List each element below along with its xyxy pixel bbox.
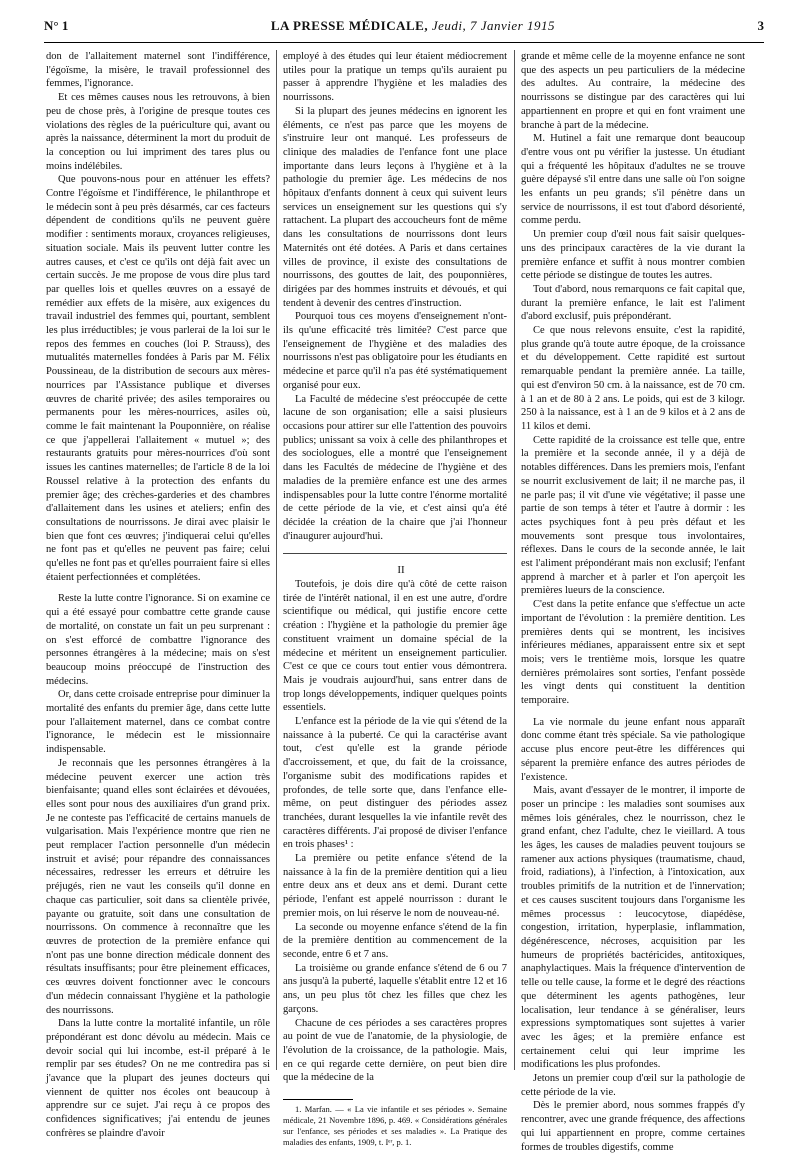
paragraph: Dès le premier abord, nous sommes frappés d'y rencontrer, avec une grande fréquence, des affections qui lui appartiennent en propre, comme certaines formes de troubles digestifs, comme: [521, 1100, 745, 1153]
paragraph: La première ou petite enfance s'étend de la naissance à la fin de la première dentition qui a lieu entre deux ans et deux ans et demi. Durant cette période, l'enfant est appelé nourrisson : durant le premier mois, on lui réserve le nom de nouveau-né.: [283, 853, 507, 919]
paragraph: Et ces mêmes causes nous les retrouvons, à bien peu de chose près, à l'origine de presque toutes ces violations des règles de la puériculture qui, avant ou après la naissance, déterminent la mort du produit de la conception ou lui impriment des tares plus ou moins indélébiles.: [46, 92, 270, 172]
paragraph: La Faculté de médecine s'est préoccupée de cette lacune de son organisation; elle a saisi plusieurs occasions pour attirer sur elle l'attention des pouvoirs publics; unissant sa voix à celle des philanthropes et des sociologues, elle a montré que l'enseignement dans les Facultés de médecine de l'hygiène et des maladies de la première enfance est une des armes indispensables pour la lutte contre l'énorme mortalité de cette période de la vie, et c'est ainsi qu'a été décidée la création de la chaire que j'ai l'honneur d'inaugurer aujourd'hui.: [283, 393, 507, 542]
paragraph: grande et même celle de la moyenne enfance ne sont que des aspects un peu particuliers de la médecine des adultes. Au contraire, la médecine des nourrissons se distingue par des caractères qui lui appartiennent en propre et qui en font vraiment une branche à part de la médecine.: [521, 51, 745, 131]
column-1: [46, 50, 270, 1139]
paragraph: M. Hutinel a fait une remarque dont beaucoup d'entre vous ont pu vérifier la justesse. Un étudiant qui a fréquenté les hôpitaux d'adultes ne se trouve guère dépaysé s'il entre dans une salle où l'on soigne les enfants un peu grands; s'il pénètre dans un service de nourrissons, il est tout d'abord désorienté, comme perdu.: [521, 133, 745, 227]
paragraph: Reste la lutte contre l'ignorance. Si on examine ce qui a été essayé pour combattre cette grande cause de mortalité, on constate un fait un peu surprenant : on s'est efforcé de combattre l'ignorance des personnes étrangères à la médecine; mais on s'est beaucoup moins préoccupé de l'instruction des médecins.: [46, 593, 270, 687]
journal-title: LA PRESSE MÉDICALE,: [270, 18, 429, 33]
paragraph: Pourquoi tous ces moyens d'enseignement n'ont-ils qu'une efficacité très limitée? C'est parce que l'enseignement de l'hygiène et des maladies des nourrissons n'est pas obligatoire pour les étudiants en médecine et parce qu'il n'a pas été systématiquement organisé pour eux.: [283, 311, 507, 391]
footnote-rule: [283, 1099, 353, 1100]
paragraph: La seconde ou moyenne enfance s'étend de la fin de la première dentition au commencement de la seconde, entre 6 et 7 ans.: [283, 921, 507, 960]
paragraph: Tout d'abord, nous remarquons ce fait capital que, durant la première enfance, le lait est l'aliment d'abord exclusif, puis prépondérant.: [521, 283, 745, 323]
footnote: 1. Marfan. — « La vie infantile et ses périodes ». Semaine médicale, 21 Novembre 1896, p. 469. « Considérations générales sur l'enfance, ses périodes et ses maladies ». La Pratique des maladies des enfants, 1909, t. Iᵉʳ, p. 1.: [283, 1104, 507, 1148]
paragraph: Je reconnais que les personnes étrangères à la médecine peuvent exercer une action très bienfaisante; quand elles sont éclairées et dévouées, elles sont pour nous des auxiliaires d'un grand prix. Je ne conteste pas l'efficacité de certains manuels de vulgarisation. Mais l'expérience montre que rien ne peut remplacer l'action personnelle d'un médecin instruit et avisé; pour répandre des connaissances nécessaires, redresser les erreurs et détruire les préjugés, rien ne vaut les conseils qu'il donne en chaque cas particulier, soit dans sa clientèle privée, payante ou gratuite, soit dans une consultation de nourrissons. On commence à reconnaître que les œuvres de protection de la première enfance qui n'ont pas une bonne direction médicale donnent des résultats insuffisants; pour être pleinement efficaces, ces œuvres doivent fonctionner avec le concours d'un médecin connaissant l'hygiène et la pathologie des nourrissons.: [46, 757, 270, 1016]
section-heading: II: [397, 564, 405, 577]
paragraph: Si la plupart des jeunes médecins en ignorent les éléments, ce n'est pas parce que les moyens de s'instruire leur ont manqué. Les professeurs de clinique des maladies de l'enfance font une place importante dans leurs leçons à l'hygiène et à la pathologie du premier âge. Les médecins de nos hôpitaux d'enfants donnent à ceux qui suivent leurs services un enseignement sur les questions qui s'y rattachent. La plupart des accoucheurs font de même dans les consultations de nourrissons dont leurs Maternités ont été dotées. A Paris et dans certaines villes de province, il existe des consultations de nourrissons, des gouttes de lait, des pouponnières, dirigées par des hommes instruits et dévoués, et qui tendent à devenir des centres d'instruction.: [283, 105, 507, 309]
paragraph: Chacune de ces périodes a ses caractères propres au point de vue de l'anatomie, de la physiologie, de l'évolution de la croissance, de la pathologie. Mais, en ce qui regarde cette dernière, on peut bien dire que la médecine de la: [283, 1017, 507, 1084]
paragraph: Cette rapidité de la croissance est telle que, entre la première et la seconde année, il y a déjà de notables différences. Dans les premiers mois, l'enfant se nourrit exclusivement de lait; il ne marche pas, il ne parle pas; il vit d'une vie végétative; il passe une partie de son temps à téter et l'autre à dormir : les actes psychiques font à peu près défaut et les mouvements sont presque tous involontaires, réflexes. Dans le cours de la seconde année, le lait est l'aliment prépondérant mais non exclusif; l'enfant apprend à marcher et à parler et l'on aperçoit les premières lueurs de la conscience.: [521, 434, 745, 597]
issue-date: Jeudi, 7 Janvier 1915: [431, 18, 555, 33]
paragraph: Or, dans cette croisade entreprise pour diminuer la mortalité des enfants du premier âge, dans cette lutte pour l'allaitement maternel, dans ce combat contre l'ignorance, le médecin est le missionnaire indispensable.: [46, 689, 270, 756]
paragraph: don de l'allaitement maternel sont l'indifférence, l'égoïsme, la misère, le travail professionnel des femmes, l'ignorance.: [46, 51, 270, 90]
paragraph: La troisième ou grande enfance s'étend de 6 ou 7 ans jusqu'à la puberté, laquelle s'établit entre 12 et 16 ans, un peu plus tôt chez les filles que chez les garçons.: [283, 962, 507, 1015]
page-number: 3: [757, 18, 764, 33]
column-divider: [514, 50, 515, 1070]
header-rule: [44, 42, 764, 43]
paragraph: employé à des études qui leur étaient médiocrement utiles pour la pratique un temps qu'ils auraient pu passer à apprendre l'hygiène et les maladies des nourrissons.: [283, 51, 507, 104]
section-divider: [283, 553, 507, 554]
paragraph: Mais, avant d'essayer de le montrer, il importe de poser un principe : les maladies sont soumises aux mêmes lois générales, chez le nourrisson, chez le grand enfant, chez l'adulte, chez le vieillard. A tous les âges, les causes de maladies peuvent toujours se ramener aux actions physiques (traumatisme, chaud, froid, radiations), à l'infection, à l'intoxication, aux troubles primitifs de la nutrition et de l'innervation; et ces causes suscitent toujours dans l'organisme les mêmes processus : leucocytose, diapédèse, congestion, irritation, hyperplasie, inflammation, dégénérescence, nécroses, acquisition par les humeurs de propriétés bactéricides, antitoxiques, anaphylactiques. Mais la fréquence d'intervention de telle ou telle cause, la forme et le degré des réactions que déterminent les agents pathogènes, leur localisation, leur tendance à se généraliser, leurs expressions symptomatiques sont sujettes à varier avec les âges; et la première enfance est certainement celui qui leur imprime les modifications les plus profondes.: [521, 785, 745, 1071]
issue-number: N° 1: [44, 18, 69, 33]
paragraph: C'est dans la petite enfance que s'effectue un acte important de l'évolution : la première dentition. Les premières dents qui se montrent, les incisives inférieures médianes, apparaissent entre six et sept mois; vers le trentième mois, lorsque les quatre dernières prémolaires sont sorties, l'enfant possède les vingt dents qui constituent la dentition temporaire.: [521, 599, 745, 707]
masthead: [271, 18, 555, 34]
column-divider: [276, 50, 277, 1070]
paragraph: Jetons un premier coup d'œil sur la pathologie de cette période de la vie.: [521, 1073, 745, 1098]
column-3: [521, 50, 745, 1153]
page-header: [44, 18, 764, 38]
column-2: [283, 50, 507, 1148]
paragraph: Toutefois, je dois dire qu'à côté de cette raison tirée de l'intérêt national, il en est une autre, d'ordre scientifique ou médical, qui justifie encore cette création : l'hygiène et la pathologie du premier âge constituent vraiment un domaine spécial de la médecine et méritent un enseignement particulier. C'est ce que ce cours tout entier vous démontrera. Mais je voudrais aujourd'hui, sans entrer dans de trop longs développements, indiquer quelques points essentiels.: [283, 579, 507, 714]
paragraph: Dans la lutte contre la mortalité infantile, un rôle prépondérant est donc dévolu au médecin. Mais ce devoir social qui lui incombe, est-il préparé à le remplir par ses études? On ne me contredira pas si j'avance que la plupart des jeunes docteurs qui viennent de quitter nos écoles ont beaucoup à apprendre sur ce sujet. J'ai reçu à ce propos des confidences significatives; j'ai entendu de jeunes confrères se plaindre d'avoir: [46, 1018, 270, 1139]
paragraph: La vie normale du jeune enfant nous apparaît donc comme étant très spéciale. Sa vie pathologique accuse plus encore peut-être les différences qui séparent la première enfance des autres périodes de l'existence.: [521, 716, 745, 783]
paragraph: Que pouvons-nous pour en atténuer les effets? Contre l'égoïsme et l'indifférence, le philanthrope et le médecin sont à peu près désarmés, car ces facteurs dépendent de conditions qu'ils ne peuvent guère modifier : sentiments moraux, croyances religieuses, situation sociale. Mais ils peuvent lutter contre les autres causes, et c'est ce qu'ils ont déjà fait avec un certain succès. Je me propose de vous dire plus tard par quelles lois et quelles œuvres on a essayé de remédier aux effets de la misère, aux exigences du travail industriel des femmes qui, pourtant, semblent les plus irréductibles; je vous parlerai de la loi sur le repos des femmes en couches (loi P. Strauss), des mutualités maternelles fondées à Paris par M. Félix Poussineau, de la distribution de secours aux mères-nourrices par l'Assistance publique et diverses œuvres de charité privée; des asiles temporaires ou permanents pour les mères-nourrices, asiles où, comme le fait maintenant la Pouponnière, on réalise ce que j'appellerai l'allaitement « mutuel »; des restaurants gratuits pour mères-nourrices d'où sont issues les cantines maternelles; de l'article 8 de la loi Roussel relative à la protection des enfants du premier âge; des crèches-garderies et des chambres d'allaitement dans les usines et ateliers; enfin des consultations de nourrissons. Je dirai avec plaisir le bien que font ces œuvres; j'indiquerai celui qu'elles ne font pas et qu'elles ne peuvent pas faire; celui qu'elles ne font pas et qu'elles pourraient faire si elles étaient perfectionnées et complétées.: [46, 174, 270, 583]
paragraph: Un premier coup d'œil nous fait saisir quelques-uns des principaux caractères de la vie durant la première enfance et suffit à nous montrer combien cette période se distingue de toutes les autres.: [521, 229, 745, 282]
paragraph: L'enfance est la période de la vie qui s'étend de la naissance à la puberté. Ce qui la caractérise avant tout, c'est qu'elle est la grande période d'accroissement, et que, du fait de la croissance, l'organisme subit des modifications rapides et profondes, de telle sorte que, dans l'enfance elle-même, on peut distinguer des périodes assez tranchées, durant lesquelles la vie infantile revêt des caractères différents. J'ai proposé de diviser l'enfance en trois phases¹ :: [283, 716, 507, 851]
paragraph: Ce que nous relevons ensuite, c'est la rapidité, plus grande qu'à toute autre époque, de la croissance et du développement. Cette rapidité est surtout remarquable pendant la première année. La taille, qui est d'environ 50 cm. à la naissance, est de 70 cm. à 1 an et de 80 à 2 ans. Le poids, qui est de 3 kilogr. 250 à la naissance, est à 1 an de 9 kilos et à 2 ans de 11 kilos et demi.: [521, 325, 745, 432]
